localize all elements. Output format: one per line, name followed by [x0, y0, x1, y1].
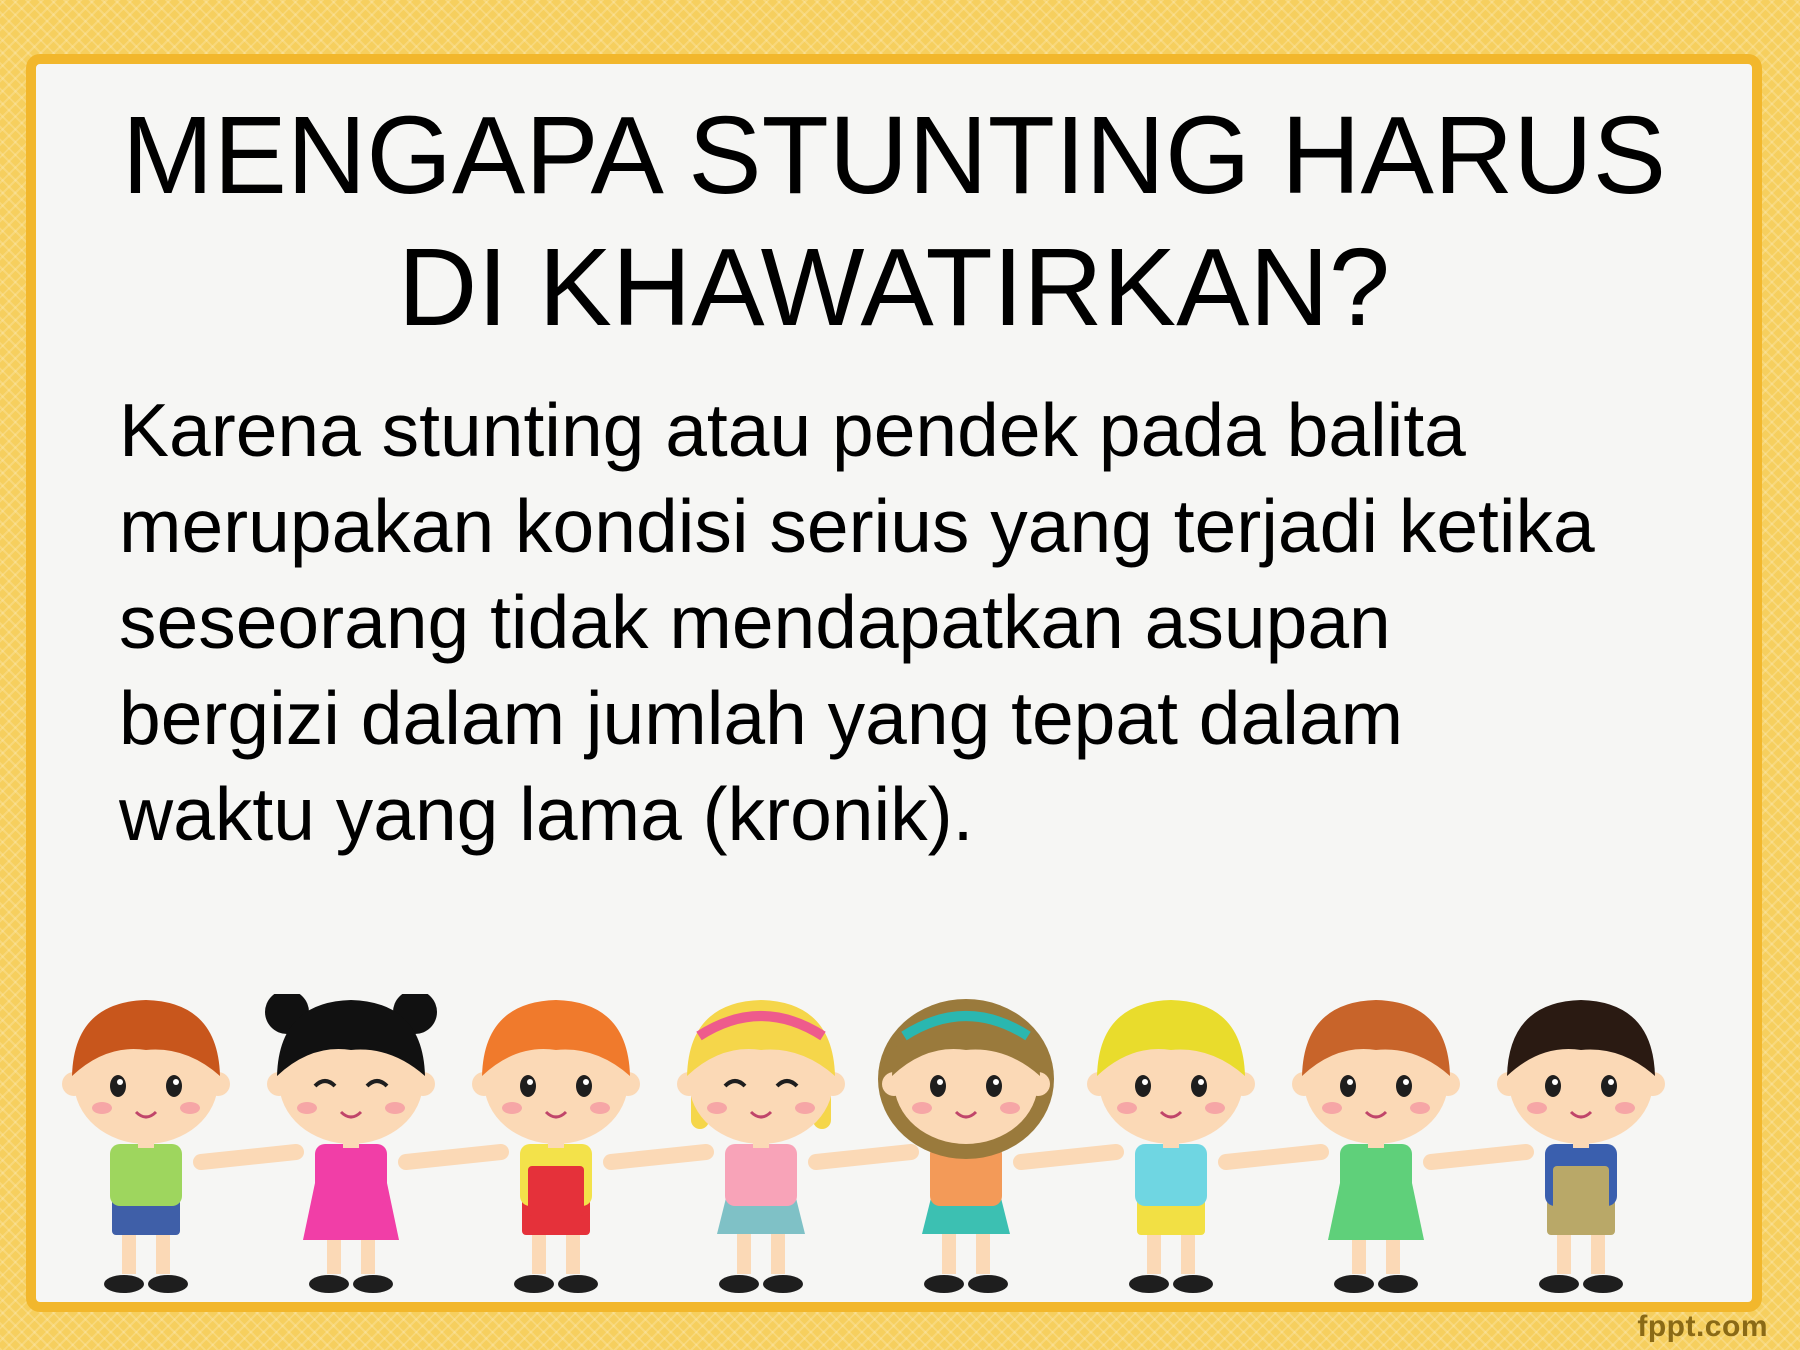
- title-line-2: DI KHAWATIRKAN?: [397, 226, 1391, 349]
- holding-hands: [1021, 1152, 1116, 1162]
- children-illustration: [36, 994, 1752, 1304]
- body-line-1: Karena stunting atau pendek pada balita: [119, 388, 1466, 472]
- child-2-girl: [265, 994, 437, 1293]
- child-1-boy: [62, 1000, 230, 1293]
- holding-hands: [611, 1152, 706, 1162]
- body-line-3: seseorang tidak mendapatkan asupan: [119, 580, 1391, 664]
- watermark: fppt.com: [1637, 1310, 1768, 1343]
- slide-card: [26, 54, 1762, 1312]
- holding-hands: [201, 1152, 296, 1162]
- holding-hands: [1431, 1152, 1526, 1162]
- title-line-1: MENGAPA STUNTING HARUS: [121, 94, 1667, 217]
- body-line-4: bergizi dalam jumlah yang tepat dalam: [119, 676, 1404, 760]
- holding-hands: [816, 1152, 911, 1162]
- holding-hands: [406, 1152, 501, 1162]
- body-line-2: merupakan kondisi serius yang terjadi ketika: [119, 484, 1595, 568]
- body-line-5: waktu yang lama (kronik).: [119, 772, 974, 856]
- slide-title: [36, 90, 1752, 354]
- slide-body: [119, 382, 1739, 862]
- holding-hands: [1226, 1152, 1321, 1162]
